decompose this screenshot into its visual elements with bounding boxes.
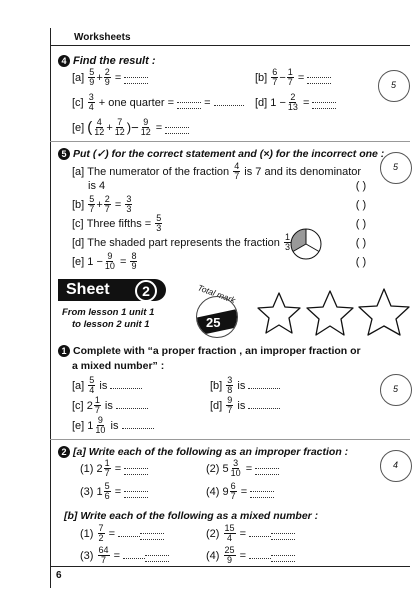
s2-a1-whole: 2	[96, 462, 103, 475]
header-bar	[50, 28, 410, 44]
q4-d-frac: $\frac{2}{13}$	[287, 92, 298, 112]
q4-e-op2: )−	[126, 120, 139, 135]
s1-b-label: [b]	[210, 379, 223, 392]
s2-b2-frac: $\frac{15}{4}$	[224, 523, 235, 543]
s2-a1: (1) 2 $\frac{1}{7}$ =	[80, 459, 148, 478]
q5-e-frac2: $\frac{8}{9}$	[131, 251, 137, 271]
q4-a-label: [a]	[72, 71, 85, 84]
q5-b-frac1: $\frac{5}{7}$	[89, 194, 95, 214]
star-icon	[356, 286, 412, 338]
s2-b4-frac: $\frac{25}{9}$	[224, 545, 235, 565]
q5-e-label: [e]	[72, 255, 85, 268]
q5-number: 5	[58, 148, 70, 160]
q5-b-check[interactable]: ( )	[355, 199, 367, 211]
s1-mark: 5	[393, 384, 399, 394]
q5-b-op: +	[96, 198, 103, 211]
q4-e-op1: +	[106, 121, 113, 134]
s2-a3-whole: 1	[96, 485, 103, 498]
q4-a-frac2: $\frac{2}{9}$	[104, 67, 110, 87]
s2-a3-frac: $\frac{5}{6}$	[104, 481, 110, 501]
q5-mark: 5	[393, 162, 399, 172]
q4-b-op: −	[279, 71, 286, 84]
q5-a-frac: $\frac{4}{7}$	[234, 161, 240, 181]
q5-a	[72, 162, 361, 181]
s2-a3-label: (3)	[80, 485, 94, 498]
q4-c-answer1[interactable]	[177, 97, 201, 109]
q4-c: [c] $\frac{3}{4}$ + one quarter = =	[72, 93, 244, 112]
q5-e: [e] 1 − $\frac{9}{10}$ = $\frac{8}{9}$	[72, 251, 137, 271]
s2-b2-label: (2)	[206, 527, 220, 540]
q5-a-cont: is 4	[88, 180, 106, 192]
q4-mark-circle	[378, 70, 410, 102]
s2-a4-answer[interactable]	[250, 486, 274, 498]
q5-d-frac: $\frac{1}{3}$	[284, 232, 290, 252]
s2-a1-answer[interactable]	[124, 463, 148, 475]
s2-a2-frac: $\frac{3}{10}$	[230, 458, 241, 478]
s2-a4-label: (4)	[206, 485, 220, 498]
q5-c	[72, 214, 163, 233]
s2-title-b: [b] Write each of the following as a mixed number :	[64, 510, 319, 522]
q4-b-answer[interactable]	[307, 72, 331, 84]
s2-b1-answer2[interactable]	[140, 528, 164, 540]
q5-b-label: [b]	[72, 198, 85, 211]
shaded-circle-figure	[290, 228, 322, 260]
s2-mark: 4	[393, 460, 399, 470]
s2-title-a-text: [a] Write each of the following as an improper fraction :	[73, 446, 349, 458]
s1-d-answer[interactable]	[248, 402, 280, 409]
q5-a-label: [a]	[72, 165, 85, 178]
s2-b3-label: (3)	[80, 549, 94, 562]
s2-a2-whole: 5	[222, 462, 229, 475]
q4-a-answer[interactable]	[124, 72, 148, 84]
s2-a1-frac: $\frac{1}{7}$	[104, 458, 110, 478]
q4-mark: 5	[391, 80, 397, 90]
s1-title-2: a mixed number” :	[72, 360, 165, 372]
footer-rule	[50, 566, 410, 567]
q5-d-label: [d]	[72, 236, 85, 249]
s1-number: 1	[58, 345, 70, 357]
q4-c-text: + one quarter =	[98, 96, 174, 109]
sheet-number: 2	[135, 280, 157, 302]
q5-d	[72, 233, 292, 252]
q4-e: [e] ( $\frac{4}{12}$ + $\frac{7}{12}$ )− $\frac{9}{12}$ =	[72, 118, 189, 137]
q5-title	[58, 148, 384, 160]
s1-c-frac: $\frac{1}{7}$	[94, 395, 100, 415]
q5-title-text: Put (✓) for the correct statement and (×) for the incorrect one :	[73, 148, 385, 160]
q5-e-text: 1 −	[87, 255, 103, 268]
s2-mark-circle	[380, 450, 412, 482]
q5-a-text2: is 7 and its denominator	[244, 165, 362, 178]
q4-a-frac1: $\frac{5}{9}$	[89, 67, 95, 87]
q5-b-frac3: $\frac{3}{3}$	[126, 194, 132, 214]
q4-e-answer[interactable]	[165, 122, 189, 134]
s2-a1-label: (1)	[80, 462, 94, 475]
q4-number: 4	[58, 55, 70, 67]
q4-a-op: +	[96, 71, 103, 84]
s2-b2-answer1[interactable]	[249, 530, 271, 537]
s2-b1-answer1[interactable]	[118, 530, 140, 537]
s1-c	[72, 396, 148, 415]
s2-b3: (3) $\frac{64}{7}$ =	[80, 546, 169, 565]
s1-c-label: [c]	[72, 399, 84, 412]
q5-c-label: [c]	[72, 217, 84, 230]
s2-b1: (1) $\frac{7}{2}$ =	[80, 524, 164, 543]
s2-a2: (2) 5 $\frac{3}{10}$ =	[206, 459, 279, 478]
s1-d-text: is	[237, 399, 246, 412]
s1-c-answer[interactable]	[116, 402, 148, 409]
sheet-from: From lesson 1 unit 1	[62, 307, 155, 318]
s2-b2-answer2[interactable]	[271, 528, 295, 540]
star-icon	[304, 288, 356, 338]
s2-number: 2	[58, 446, 70, 458]
q5-a-text1: The numerator of the fraction	[87, 165, 230, 178]
q4-b-label: [b]	[255, 71, 268, 84]
s1-mark-circle	[380, 374, 412, 406]
q4-d-label: [d]	[255, 96, 268, 109]
s1-c-whole: 2	[86, 399, 93, 412]
q4-c-answer2[interactable]	[214, 99, 244, 106]
s1-d-frac: $\frac{9}{7}$	[227, 395, 233, 415]
left-margin-rule	[50, 28, 51, 588]
s2-b3-answer1[interactable]	[123, 552, 145, 559]
q4-e-frac1: $\frac{4}{12}$	[94, 117, 105, 137]
q5-c-frac: $\frac{5}{3}$	[156, 213, 162, 233]
q5-a-check[interactable]: ( )	[355, 180, 367, 192]
q4-c-label: [c]	[72, 96, 84, 109]
q4-b: [b] $\frac{6}{7}$ − $\frac{1}{7}$ =	[255, 68, 331, 87]
q5-d-check[interactable]: ( )	[355, 237, 367, 249]
s2-a3-answer[interactable]	[124, 486, 148, 498]
s1-e-answer[interactable]	[122, 422, 154, 429]
s2-a4: (4) 9 $\frac{6}{7}$ =	[206, 482, 274, 501]
q4-c-frac: $\frac{3}{4}$	[88, 92, 94, 112]
sheet-word: Sheet	[66, 281, 110, 298]
total-mark-value: 25	[206, 315, 221, 330]
s1-d-label: [d]	[210, 399, 223, 412]
s2-b2: (2) $\frac{15}{4}$ =	[206, 524, 295, 543]
s1-c-text: is	[104, 399, 113, 412]
divider-2	[50, 439, 410, 440]
q4-e-frac3: $\frac{9}{12}$	[140, 117, 151, 137]
s1-b	[210, 376, 280, 395]
s2-b4-answer1[interactable]	[249, 552, 271, 559]
divider-1	[50, 141, 410, 142]
header-title: Worksheets	[74, 32, 131, 43]
s1-e-frac: $\frac{9}{10}$	[95, 415, 106, 435]
q5-mark-circle	[380, 152, 412, 184]
s2-b1-label: (1)	[80, 527, 94, 540]
s2-b1-frac: $\frac{7}{2}$	[98, 523, 104, 543]
q4-b-frac1: $\frac{6}{7}$	[272, 67, 278, 87]
s1-e	[72, 416, 154, 435]
s2-a2-label: (2)	[206, 462, 220, 475]
q5-c-text: Three fifths =	[86, 217, 152, 230]
s1-d	[210, 396, 280, 415]
q5-d-text: The shaded part represents the fraction	[87, 236, 280, 249]
s2-a4-whole: 9	[222, 485, 229, 498]
total-mark-circle	[196, 296, 238, 338]
q5-b: [b] $\frac{5}{7}$ + $\frac{2}{7}$ = $\frac{3}{3}$	[72, 194, 132, 214]
sheet-to: to lesson 2 unit 1	[72, 319, 150, 330]
s1-a-label: [a]	[72, 379, 85, 392]
s1-e-whole: 1	[87, 419, 94, 432]
q4-title-text: Find the result :	[73, 55, 156, 67]
s1-e-label: [e]	[72, 419, 85, 432]
s2-b3-frac: $\frac{64}{7}$	[98, 545, 109, 565]
s1-a	[72, 376, 142, 395]
s2-b4-label: (4)	[206, 549, 220, 562]
s1-e-text: is	[110, 419, 119, 432]
s1-b-frac: $\frac{3}{8}$	[227, 375, 233, 395]
s1-title	[58, 345, 361, 357]
header-rule	[50, 45, 410, 46]
q4-d: [d] 1 − $\frac{2}{13}$ =	[255, 93, 336, 112]
total-mark-label: Total mark	[196, 282, 237, 306]
q4-title	[58, 55, 156, 67]
s1-b-text: is	[237, 379, 246, 392]
q4-b-frac2: $\frac{1}{7}$	[287, 67, 293, 87]
s1-b-answer[interactable]	[248, 382, 280, 389]
s1-a-text: is	[99, 379, 108, 392]
sheet-banner	[58, 279, 166, 301]
q5-b-frac2: $\frac{2}{7}$	[104, 194, 110, 214]
star-icon	[255, 290, 303, 336]
s1-a-frac: $\frac{5}{4}$	[89, 375, 95, 395]
q4-e-label: [e]	[72, 121, 85, 134]
q4-e-frac2: $\frac{7}{12}$	[114, 117, 125, 137]
s2-a3: (3) 1 $\frac{5}{6}$ =	[80, 482, 148, 501]
q4-a: [a] $\frac{5}{9}$ + $\frac{2}{9}$ =	[72, 68, 148, 87]
s2-b4: (4) $\frac{25}{9}$ =	[206, 546, 295, 565]
s2-title-a	[58, 446, 348, 458]
q4-d-text: 1 −	[270, 96, 286, 109]
q4-d-answer[interactable]	[312, 97, 336, 109]
s1-title-text: Complete with “a proper fraction , an improper fraction or	[73, 345, 361, 357]
q5-e-frac1: $\frac{9}{10}$	[104, 251, 115, 271]
q5-e-check[interactable]: ( )	[355, 256, 367, 268]
q5-c-check[interactable]: ( )	[355, 218, 367, 230]
page-number: 6	[56, 570, 62, 581]
s2-b3-answer2[interactable]	[145, 550, 169, 562]
s2-a4-frac: $\frac{6}{7}$	[230, 481, 236, 501]
s2-b4-answer2[interactable]	[271, 550, 295, 562]
s1-a-answer[interactable]	[110, 382, 142, 389]
s2-a2-answer[interactable]	[255, 463, 279, 475]
